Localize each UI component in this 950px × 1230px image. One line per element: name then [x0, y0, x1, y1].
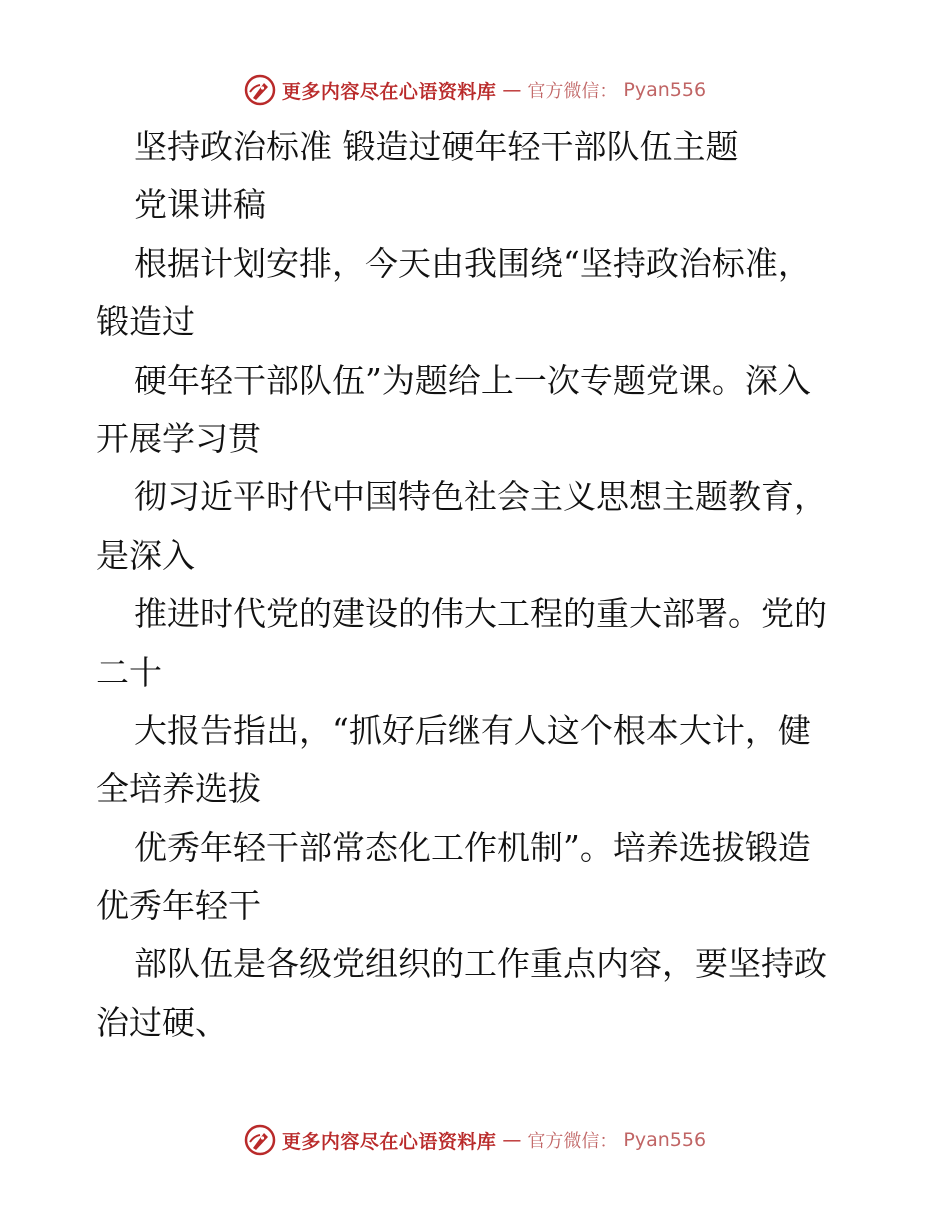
- watermark-wechat-id: Pyan556: [623, 79, 707, 101]
- header-watermark: [0, 70, 950, 110]
- paragraph-line: 彻习近平时代中国特色社会主义思想主题教育，: [134, 477, 827, 517]
- pen-nib-logo-icon: [244, 1124, 276, 1156]
- paragraph-line: 部队伍是各级党组织的工作重点内容，要坚持政: [134, 944, 827, 984]
- paragraph-line: 坚持政治标准 锻造过硬年轻干部队伍主题: [134, 127, 739, 166]
- paragraph-line: 硬年轻干部队伍”为题给上一次专题党课。深入: [134, 360, 811, 400]
- watermark-wechat-id: Pyan556: [623, 1129, 707, 1151]
- watermark-wechat-label: 官方微信：: [527, 81, 618, 102]
- paragraph-line: 根据计划安排，今天由我围绕“坚持政治标准，: [134, 243, 811, 283]
- watermark-wechat-label: 官方微信：: [527, 1131, 618, 1152]
- paragraph-line: 大报告指出，“抓好后继有人这个根本大计，健: [134, 710, 811, 750]
- paragraph-line: 二十: [96, 652, 162, 692]
- watermark-brand: 更多内容尽在心语资料库: [281, 1130, 497, 1153]
- paragraph-line: 优秀年轻干: [96, 886, 261, 926]
- watermark-brand: 更多内容尽在心语资料库: [281, 80, 497, 103]
- paragraph-line: 优秀年轻干部常态化工作机制”。培养选拔锻造: [134, 827, 811, 867]
- pen-nib-logo-icon: [244, 74, 276, 106]
- paragraph-line: 开展学习贯: [96, 418, 261, 458]
- paragraph-line: 全培养选拔: [96, 769, 261, 809]
- paragraph-line: 推进时代党的建设的伟大工程的重大部署。党的: [134, 594, 827, 634]
- watermark-separator: —: [502, 79, 522, 101]
- paragraph-line: 党课讲稿: [134, 185, 266, 225]
- watermark-separator: —: [502, 1129, 522, 1151]
- paragraph-line: 治过硬、: [96, 1002, 228, 1042]
- document-body: [96, 118, 886, 1052]
- footer-watermark: [0, 1120, 950, 1160]
- paragraph-line: 锻造过: [96, 302, 195, 342]
- paragraph-line: 是深入: [96, 535, 195, 575]
